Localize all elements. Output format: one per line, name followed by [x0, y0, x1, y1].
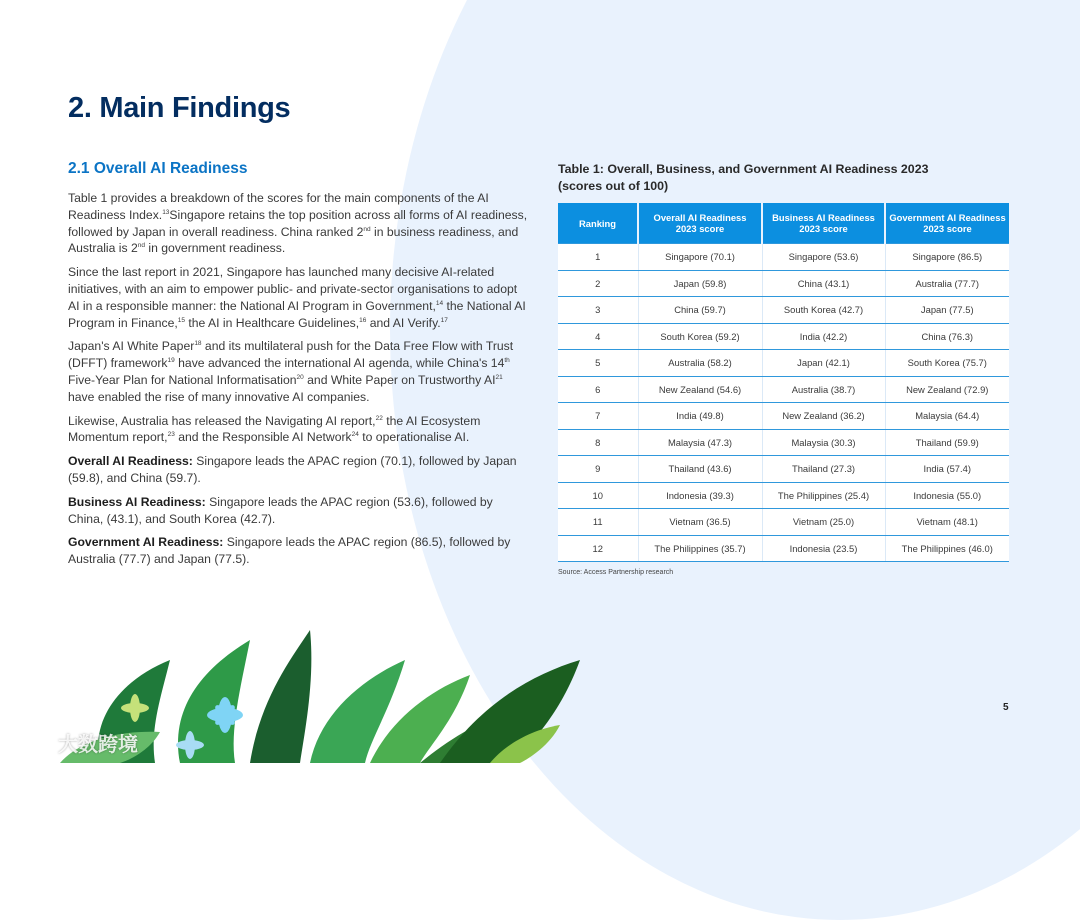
page-title: 2. Main Findings	[68, 92, 291, 124]
rank-cell: 4	[558, 323, 638, 350]
paragraph-3	[68, 338, 528, 405]
footnote-ref: 20	[296, 373, 304, 381]
table-caption-title: Table 1: Overall, Business, and Government AI Readiness 2023	[558, 162, 929, 176]
ordinal-suffix: nd	[137, 242, 146, 250]
government-cell: Indonesia (55.0)	[885, 482, 1009, 509]
business-cell: New Zealand (36.2)	[762, 403, 885, 430]
table-caption	[558, 161, 1008, 194]
text-span: to operationalise AI.	[358, 430, 470, 445]
footnote-ref: 15	[177, 316, 185, 324]
summary-label: Government AI Readiness:	[68, 535, 224, 550]
text-span: have enabled the rise of many innovative AI companies.	[68, 389, 370, 404]
summary-text: Singapore leads the APAC region (70.1), followed by Japan (59.8), and China (59.7).	[68, 454, 517, 485]
overall-cell: South Korea (59.2)	[638, 323, 762, 350]
text-span: Singapore retains the top position across all forms of AI readiness, followed by Japan in overall readiness. China ranked 2	[68, 207, 528, 239]
footnote-ref: 24	[351, 431, 359, 439]
government-cell: Japan (77.5)	[885, 297, 1009, 324]
rank-cell: 6	[558, 376, 638, 403]
overall-cell: Malaysia (47.3)	[638, 429, 762, 456]
summary-label: Overall AI Readiness:	[68, 454, 193, 469]
text-span: and AI Verify.	[366, 315, 441, 330]
footnote-ref: 16	[359, 316, 367, 324]
text-span: the National AI Program in Finance,	[68, 298, 526, 330]
business-cell: Australia (38.7)	[762, 376, 885, 403]
ordinal-suffix: nd	[363, 225, 371, 233]
header-ranking: Ranking	[558, 203, 638, 244]
table-row	[558, 270, 1009, 297]
rank-cell: 3	[558, 297, 638, 324]
overall-cell: The Philippines (35.7)	[638, 535, 762, 562]
watermark	[8, 728, 138, 757]
government-cell: South Korea (75.7)	[885, 350, 1009, 377]
rank-cell: 10	[558, 482, 638, 509]
overall-cell: New Zealand (54.6)	[638, 376, 762, 403]
business-cell: Japan (42.1)	[762, 350, 885, 377]
rank-cell: 9	[558, 456, 638, 483]
text-span: and the Responsible AI Network	[174, 430, 352, 445]
rank-cell: 5	[558, 350, 638, 377]
text-span: and its multilateral push for the Data Free Flow with Trust (DFFT) framework	[68, 339, 514, 371]
footnote-ref: 22	[375, 414, 383, 422]
header-government: Government AI Readiness 2023 score	[885, 203, 1009, 244]
government-cell: China (76.3)	[885, 323, 1009, 350]
text-span: in government readiness.	[145, 241, 286, 256]
government-cell: Thailand (59.9)	[885, 429, 1009, 456]
business-readiness-summary	[68, 494, 528, 528]
government-cell: India (57.4)	[885, 456, 1009, 483]
summary-label: Business AI Readiness:	[68, 494, 206, 509]
overall-readiness-summary	[68, 453, 528, 487]
business-cell: Indonesia (23.5)	[762, 535, 885, 562]
section-title: 2.1 Overall AI Readiness	[68, 160, 248, 177]
business-cell: Malaysia (30.3)	[762, 429, 885, 456]
foliage-illustration	[60, 620, 620, 763]
business-cell: The Philippines (25.4)	[762, 482, 885, 509]
government-cell: Vietnam (48.1)	[885, 509, 1009, 536]
text-span: Five-Year Plan for National Informatisation	[68, 372, 297, 387]
overall-cell: Vietnam (36.5)	[638, 509, 762, 536]
business-cell: Vietnam (25.0)	[762, 509, 885, 536]
footnote-ref: 17	[440, 316, 448, 324]
text-span: Japan's AI White Paper	[68, 339, 195, 354]
rank-cell: 2	[558, 270, 638, 297]
government-cell: Singapore (86.5)	[885, 244, 1009, 271]
body-text	[68, 190, 528, 575]
table-row	[558, 456, 1009, 483]
rank-cell: 1	[558, 244, 638, 271]
government-readiness-summary	[68, 534, 528, 568]
text-span: Since the last report in 2021, Singapore has launched many decisive AI-related initiatives, with an aim to empower public- and private-sector organisations to adopt AI in a responsible manner: the National AI Program in Government,	[68, 265, 518, 313]
text-span: the AI Ecosystem Momentum report,	[68, 413, 481, 445]
table-source-note: Source: Access Partnership research	[558, 569, 674, 576]
text-span: have advanced the international AI agenda, while China's 14	[174, 356, 505, 371]
business-cell: South Korea (42.7)	[762, 297, 885, 324]
table-caption-subtitle: (scores out of 100)	[558, 178, 669, 193]
table-row	[558, 482, 1009, 509]
business-cell: Thailand (27.3)	[762, 456, 885, 483]
footnote-ref: 18	[194, 340, 202, 348]
government-cell: New Zealand (72.9)	[885, 376, 1009, 403]
government-cell: Australia (77.7)	[885, 270, 1009, 297]
business-cell: China (43.1)	[762, 270, 885, 297]
text-span: and White Paper on Trustworthy AI	[303, 372, 496, 387]
footnote-ref: 14	[435, 299, 444, 307]
table-row	[558, 376, 1009, 403]
table-row	[558, 403, 1009, 430]
paragraph-1	[68, 190, 528, 257]
table-row	[558, 535, 1009, 562]
government-cell: Malaysia (64.4)	[885, 403, 1009, 430]
summary-text: Singapore leads the APAC region (86.5), followed by Australia (77.7) and Japan (77.5).	[68, 535, 511, 567]
ordinal-suffix: th	[504, 357, 510, 365]
government-cell: The Philippines (46.0)	[885, 535, 1009, 562]
rank-cell: 7	[558, 403, 638, 430]
table-header-row	[558, 203, 1009, 244]
rank-cell: 8	[558, 429, 638, 456]
text-span: Likewise, Australia has released the Navigating AI report,	[68, 413, 376, 428]
watermark-logo-icon	[8, 732, 52, 754]
footnote-ref: 13	[162, 208, 170, 216]
header-business: Business AI Readiness 2023 score	[762, 203, 885, 244]
footnote-ref: 19	[167, 357, 175, 365]
business-cell: Singapore (53.6)	[762, 244, 885, 271]
rank-cell: 12	[558, 535, 638, 562]
table-row	[558, 509, 1009, 536]
table-row	[558, 297, 1009, 324]
watermark-text: 大数跨境	[58, 734, 138, 756]
page-number: 5	[1003, 702, 1009, 713]
overall-cell: India (49.8)	[638, 403, 762, 430]
text-span: in business readiness, and Australia is 2	[68, 224, 519, 256]
summary-text: Singapore leads the APAC region (53.6), followed by China, (43.1), and South Korea (42.7).	[68, 494, 493, 526]
table-row	[558, 323, 1009, 350]
overall-cell: Thailand (43.6)	[638, 456, 762, 483]
rank-cell: 11	[558, 509, 638, 536]
overall-cell: China (59.7)	[638, 297, 762, 324]
paragraph-4	[68, 413, 528, 447]
text-span: Table 1 provides a breakdown of the scores for the main components of the AI Readiness Index.	[68, 191, 489, 222]
readiness-table	[558, 203, 1009, 562]
table-row	[558, 350, 1009, 377]
footnote-ref: 23	[167, 431, 175, 439]
overall-cell: Indonesia (39.3)	[638, 482, 762, 509]
overall-cell: Singapore (70.1)	[638, 244, 762, 271]
text-span: the AI in Healthcare Guidelines,	[184, 315, 360, 330]
table-row	[558, 429, 1009, 456]
header-overall: Overall AI Readiness 2023 score	[638, 203, 762, 244]
footnote-ref: 21	[495, 373, 503, 381]
paragraph-2	[68, 264, 528, 331]
table-row	[558, 244, 1009, 271]
overall-cell: Australia (58.2)	[638, 350, 762, 377]
business-cell: India (42.2)	[762, 323, 885, 350]
overall-cell: Japan (59.8)	[638, 270, 762, 297]
